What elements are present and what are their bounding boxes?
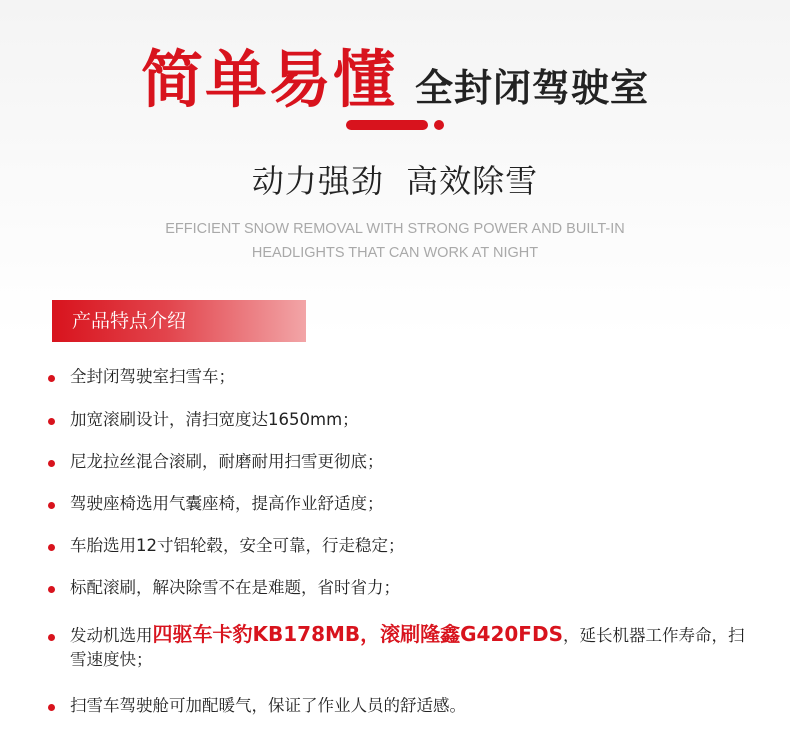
list-item — [48, 576, 748, 600]
list-item — [48, 365, 748, 389]
feature-text-engine — [70, 622, 748, 672]
feature-text: 全封闭驾驶室扫雪车； — [70, 367, 235, 386]
list-item — [48, 534, 748, 558]
list-item-engine — [48, 622, 748, 672]
bullet-dot — [48, 634, 55, 641]
section-header: 产品特点介绍 — [52, 300, 306, 342]
feature-text: 加宽滚刷设计，清扫宽度达1650mm； — [70, 410, 359, 429]
engine-prefix: 发动机选用 — [70, 626, 153, 645]
bullet-dot — [48, 586, 55, 593]
bullet-dot — [48, 375, 55, 382]
feature-text: 标配滚刷，解决除雪不在是难题，省时省力； — [70, 578, 400, 597]
list-item — [48, 694, 748, 718]
engine-suffix: ，延长机器工作寿命，扫雪速度快； — [70, 626, 745, 669]
feature-text: 扫雪车驾驶舱可加配暖气，保证了作业人员的舒适感。 — [70, 696, 466, 715]
english-tagline — [0, 217, 790, 265]
subtitle: 动力强劲 高效除雪 — [251, 162, 539, 200]
bullet-dot — [48, 502, 55, 509]
page-title — [0, 30, 790, 119]
english-line-2: HEADLIGHTS THAT CAN WORK AT NIGHT — [251, 245, 539, 261]
bullet-dot — [48, 418, 55, 425]
title-divider — [346, 120, 446, 130]
list-item — [48, 450, 748, 474]
divider-bar — [346, 120, 428, 130]
feature-text: 驾驶座椅选用气囊座椅，提高作业舒适度； — [70, 494, 384, 513]
divider-dot — [434, 120, 444, 130]
list-item — [48, 408, 748, 432]
list-item — [48, 492, 748, 516]
feature-text: 车胎选用12寸铝轮毂，安全可靠，行走稳定； — [70, 536, 405, 555]
english-line-1: EFFICIENT SNOW REMOVAL WITH STRONG POWER AND BUILT-IN — [165, 221, 625, 237]
engine-highlight: 四驱车卡豹KB178MB，滚刷隆鑫G420FDS — [152, 622, 563, 646]
bullet-dot — [48, 460, 55, 467]
bullet-dot — [48, 544, 55, 551]
title-main: 简单易懂 — [140, 43, 397, 116]
bullet-dot — [48, 704, 55, 711]
feature-text: 尼龙拉丝混合滚刷，耐磨耐用扫雪更彻底； — [70, 452, 384, 471]
title-sub: 全封闭驾驶室 — [415, 66, 650, 110]
